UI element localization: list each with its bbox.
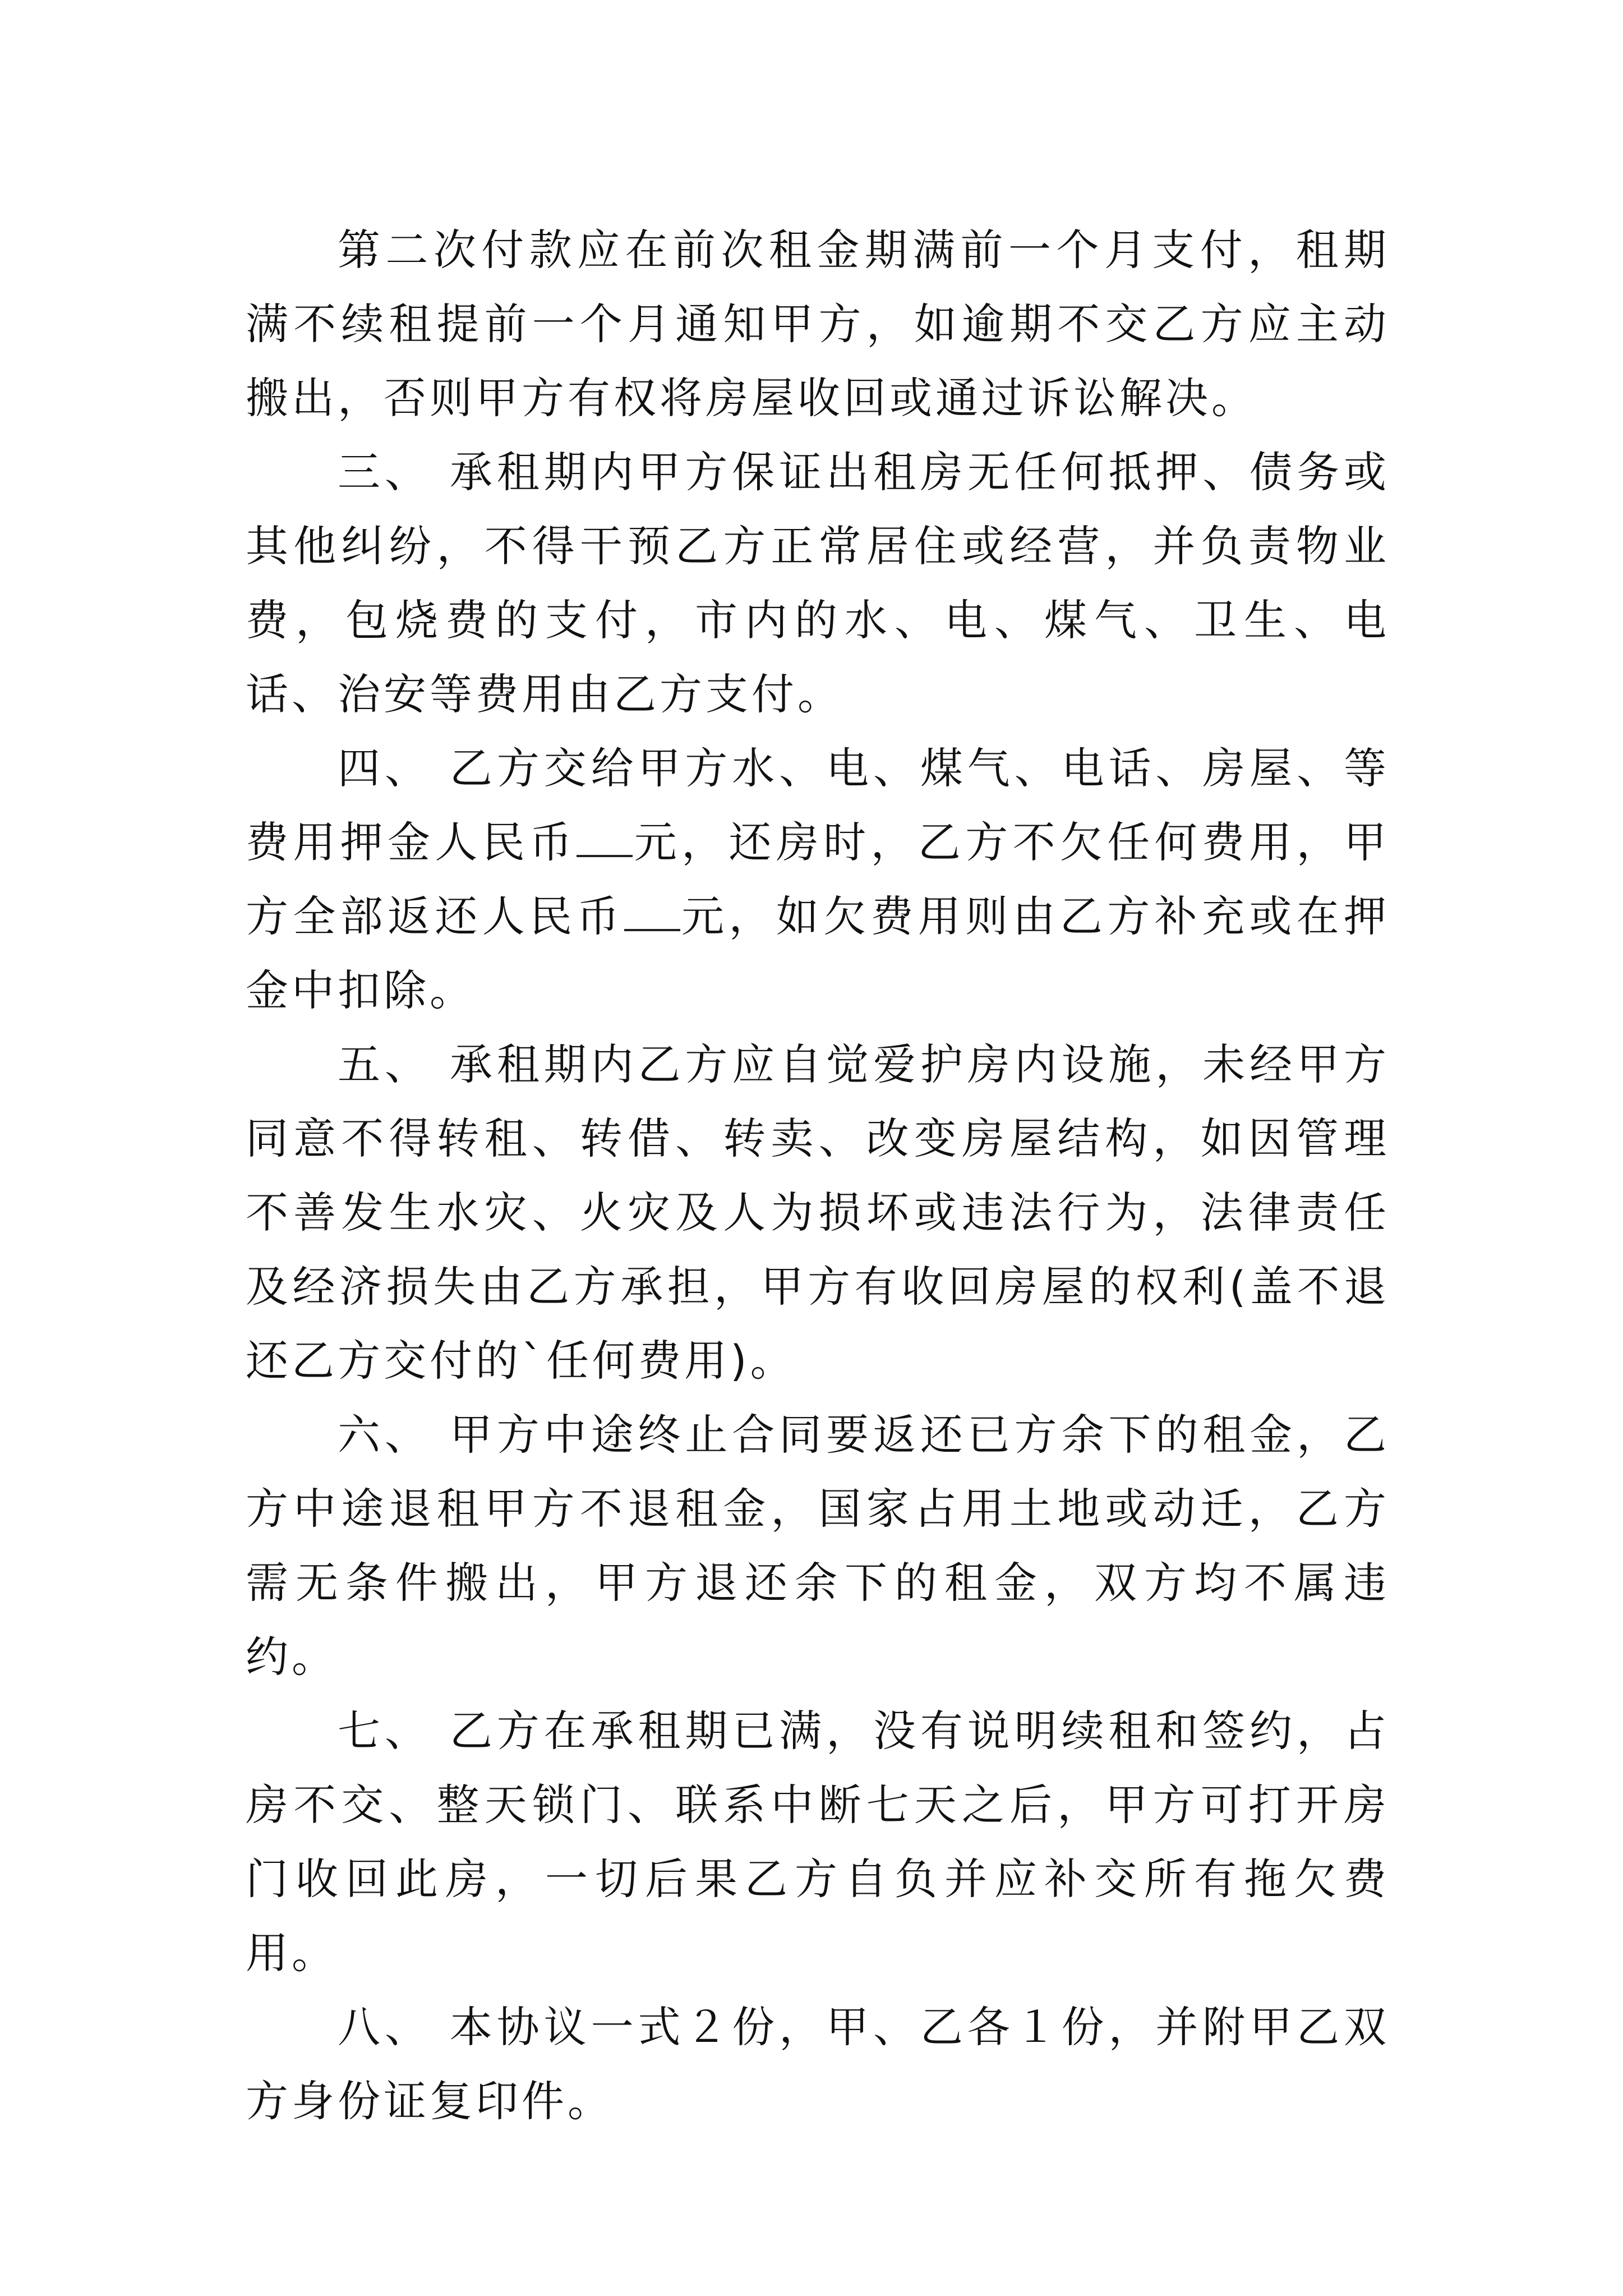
paragraph-text: 六、 甲方中途终止合同要返还已方余下的租金，乙方中途退租甲方不退租金，国家占用土地或动迁，乙方需无条件搬出，甲方退还余下的租金，双方均不属违约。: [246, 1410, 1390, 1682]
paragraph-text: 三、 承租期内甲方保证出租房无任何抵押、债务或其他纠纷，不得干预乙方正常居住或经营，并负责物业费，包烧费的支付，市内的水、电、煤气、卫生、电话、治安等费用由乙方支付。: [246, 447, 1390, 719]
paragraph-text: 五、 承租期内乙方应自觉爱护房内设施，未经甲方同意不得转租、转借、转卖、改变房屋结构，如因管理不善发生水灾、火灾及人为损坏或违法行为，法律责任及经济损失由乙方承担，甲方有收回房屋的权利(盖不退还乙方交付的`任何费用)。: [246, 1039, 1390, 1386]
paragraph-text: 八、 本协议一式２份，甲、乙各１份，并附甲乙双方身份证复印件。: [246, 2002, 1390, 2126]
paragraph-clause-3: [246, 435, 1390, 731]
paragraph-text: 第二次付款应在前次租金期满前一个月支付，租期满不续租提前一个月通知甲方，如逾期不交乙方应主动搬出，否则甲方有权将房屋收回或通过诉讼解决。: [246, 225, 1390, 423]
paragraph-text: 元，如欠费用则由乙方补充或在押金中扣除。: [246, 891, 1390, 1015]
deposit-amount-blank: [577, 816, 633, 857]
paragraph-clause-7: [246, 1694, 1390, 1990]
paragraph-clause-6: [246, 1398, 1390, 1694]
paragraph-text: 四、 乙方交给甲方水、电、煤气、电话、房屋、等费用押金人民币: [246, 743, 1390, 867]
refund-amount-blank: [624, 890, 680, 931]
paragraph-clause-8: [246, 1990, 1390, 2138]
paragraph-text: 七、 乙方在承租期已满，没有说明续租和签约，占房不交、整天锁门、联系中断七天之后，甲方可打开房门收回此房，一切后果乙方自负并应补交所有拖欠费用。: [246, 1706, 1390, 1978]
paragraph-text: 元，还房时，乙方不欠任何费用，甲方全部返还人民币: [246, 817, 1390, 941]
paragraph-clause-5: [246, 1028, 1390, 1398]
paragraph-clause-4: [246, 731, 1390, 1028]
document-body: [246, 213, 1390, 2138]
paragraph-payment-terms: [246, 213, 1390, 435]
